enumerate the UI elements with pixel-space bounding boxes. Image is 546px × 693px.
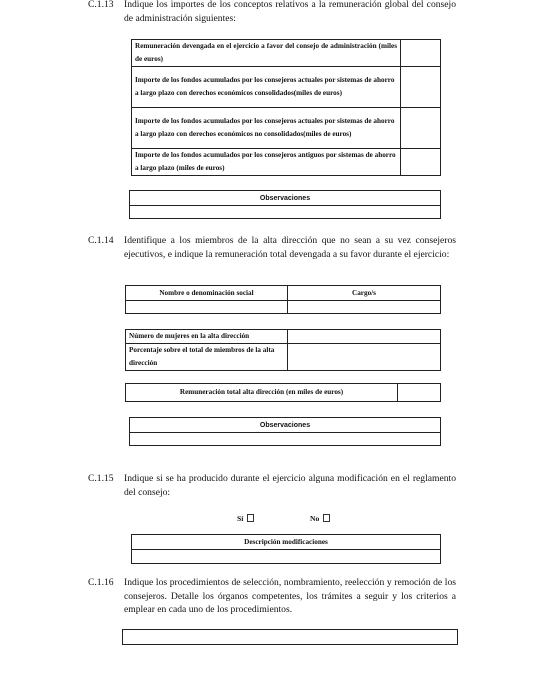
mujeres-table [125, 329, 441, 371]
section-c113 [88, 0, 456, 25]
observaciones-header: Observaciones [130, 418, 441, 433]
observaciones-table-2 [129, 417, 441, 446]
descripcion-table [131, 534, 441, 564]
row-label: Remuneración devengada en el ejercicio a favor del consejo de administración (miles de euros) [132, 40, 401, 67]
remuneracion-consejo-table [131, 39, 441, 176]
section-text: Indique los procedimientos de selección, nombramiento, reelección y remoción de los consejeros. Detalle los órganos competentes, los trámites a seguir y los criterios a emplear en cada uno de los procedimientos. [124, 577, 456, 616]
remuneracion-value[interactable] [398, 384, 441, 402]
section-number: C.1.14 [88, 235, 114, 246]
checkbox-icon[interactable] [247, 514, 254, 522]
porcentaje-label: Porcentaje sobre el total de miembros de la alta dirección [126, 344, 288, 371]
mujeres-label: Número de mujeres en la alta dirección [126, 330, 288, 344]
si-option[interactable] [237, 514, 254, 523]
mujeres-value[interactable] [288, 330, 441, 344]
si-label: Sí [237, 514, 244, 523]
observaciones-header: Observaciones [130, 191, 441, 206]
value-cell[interactable] [401, 108, 441, 149]
row-label: Importe de los fondos acumulados por los consejeros actuales por sistemas de ahorro a largo plazo con derechos económicos no consolidados(miles de euros) [132, 108, 401, 149]
cargo-field[interactable] [288, 301, 441, 314]
remuneracion-alta-table [125, 383, 441, 402]
section-c115 [88, 472, 456, 499]
section-text: Identifique a los miembros de la alta dirección que no sean a su vez consejeros ejecutivos, e indique la remuneración total devengada a su favor durante el ejercicio: [124, 235, 456, 260]
row-label: Importe de los fondos acumulados por los consejeros antiguos por sistemas de ahorro a largo plazo (miles de euros) [132, 149, 401, 176]
observaciones-table [129, 190, 441, 219]
section-text: Indique si se ha producido durante el ejercicio alguna modificación en el reglamento del consejo: [124, 473, 456, 498]
nombre-field[interactable] [126, 301, 288, 314]
descripcion-field[interactable] [132, 550, 441, 564]
value-cell[interactable] [401, 40, 441, 67]
value-cell[interactable] [401, 149, 441, 176]
no-label: No [310, 514, 320, 523]
value-cell[interactable] [401, 67, 441, 108]
section-number: C.1.13 [88, 0, 114, 10]
procedimientos-field[interactable] [123, 630, 458, 645]
col-cargo-header: Cargo/s [288, 286, 441, 301]
section-number: C.1.15 [88, 473, 114, 484]
observaciones-field[interactable] [130, 206, 441, 219]
section-number: C.1.16 [88, 577, 114, 588]
section-c114 [88, 234, 456, 261]
porcentaje-value[interactable] [288, 344, 441, 371]
descripcion-header: Descripción modificaciones [132, 535, 441, 550]
procedimientos-table [122, 629, 458, 645]
checkbox-icon[interactable] [323, 514, 330, 522]
remuneracion-label: Remuneración total alta dirección (en miles de euros) [126, 384, 398, 402]
section-text: Indique los importes de los conceptos relativos a la remuneración global del consejo de administración siguientes: [124, 0, 456, 24]
section-c116 [88, 576, 456, 617]
observaciones-field[interactable] [130, 433, 441, 446]
no-option[interactable] [310, 514, 330, 523]
col-nombre-header: Nombre o denominación social [126, 286, 288, 301]
row-label: Importe de los fondos acumulados por los consejeros actuales por sistemas de ahorro a largo plazo con derechos económicos consolidados(miles de euros) [132, 67, 401, 108]
alta-direccion-table [125, 285, 441, 314]
